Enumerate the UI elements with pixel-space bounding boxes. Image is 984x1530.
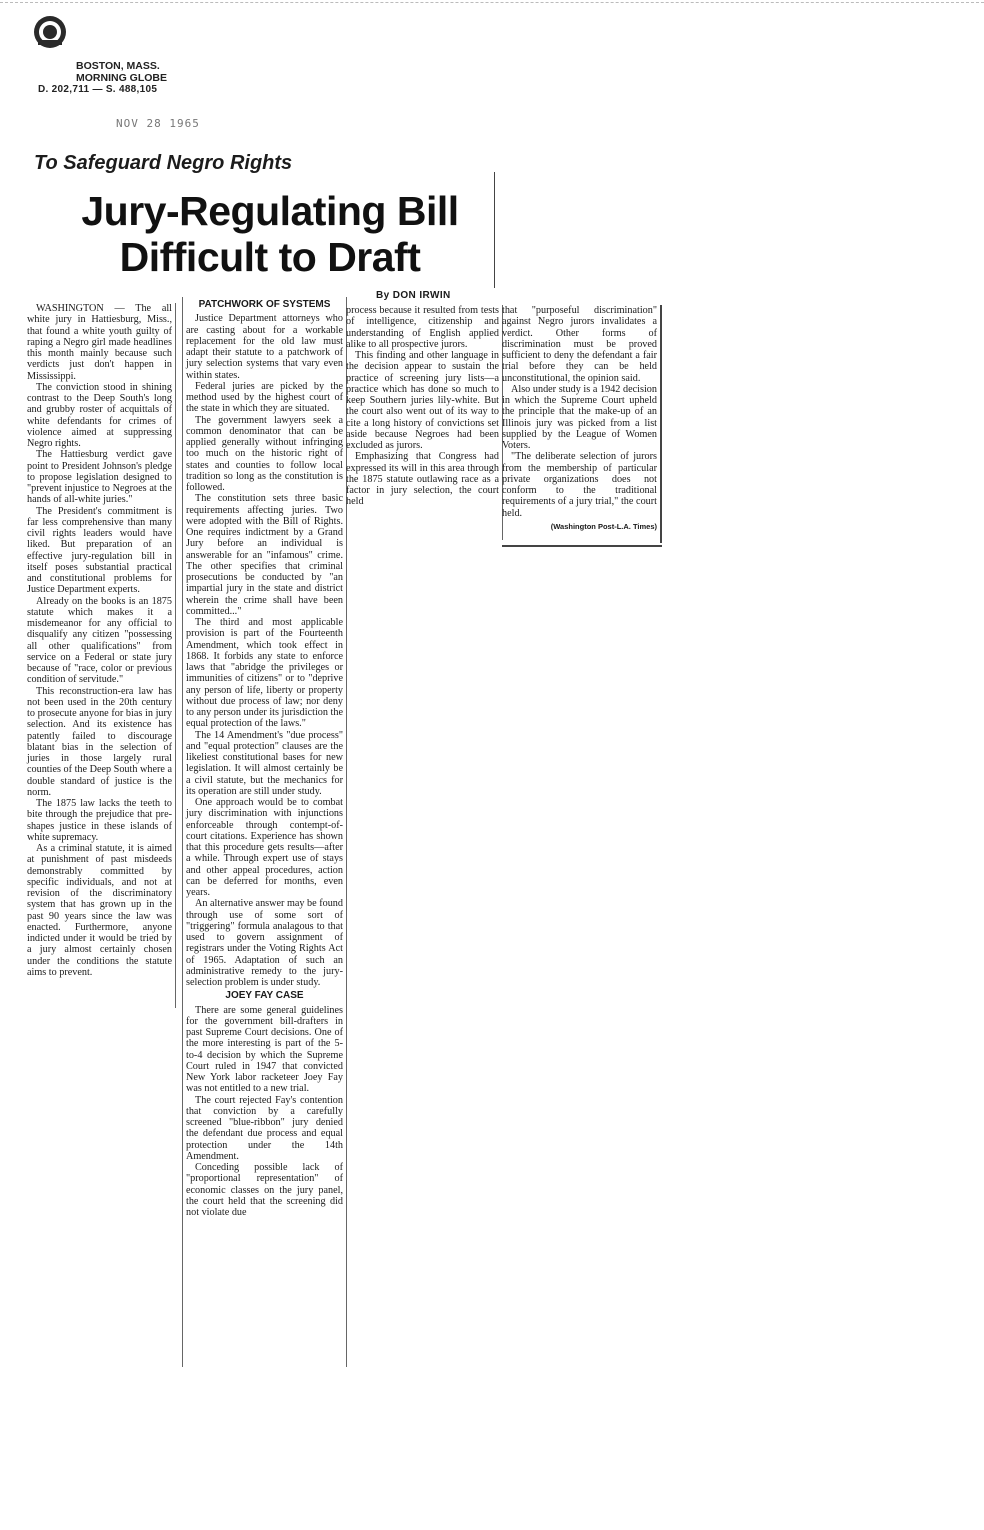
column-3 — [346, 305, 503, 540]
column-4 — [502, 305, 662, 543]
paragraph: process because it resulted from tests of intelligence, citizenship and understanding of English applied alike to all prospective jurors. — [346, 305, 499, 350]
paragraph: An alternative answer may be found through use of some sort of "triggering" formula analagous to that used to govern assignment of registrars under the Voting Rights Act of 1965. Adaptation of such an administrative remedy to the jury-selection problem is under study. — [186, 898, 343, 988]
paragraph: WASHINGTON — The all white jury in Hattiesburg, Miss., that found a white youth guilty of raping a Negro girl made headlines this month mainly because such verdicts just don't happen in Mississippi. — [27, 303, 172, 382]
paragraph: One approach would be to combat jury discrimination with injunctions enforceable through contempt-of-court citations. Experience has shown that this procedure gets results—after a while. Through expert use of stays and other appeal procedures, action can be deferred for months, even years. — [186, 797, 343, 898]
paragraph: The 14 Amendment's "due process" and "equal protection" clauses are the likeliest constitutional bases for new legislation. It will almost certainly be a civil statute, but the mechanics for its operation are still under study. — [186, 729, 343, 797]
headline-line-1: Jury-Regulating Bill — [81, 188, 459, 234]
paragraph: The President's commitment is far less comprehensive than many civil rights leaders would have liked. But preparation of an effective jury-regulation bill in itself poses substantial practical and constitutional problems for Justice Department experts. — [27, 505, 172, 596]
masthead-city: BOSTON, MASS. — [76, 60, 160, 72]
paragraph: The government lawyers seek a common denominator that can be applied generally without infringing too much on the historic right of states and counties to follow local tradition so long as the constitution is followed. — [186, 414, 343, 493]
paragraph: Emphasizing that Congress had expressed its will in this area through the 1875 statute outlawing race as a factor in jury selection, the court held — [346, 451, 499, 508]
article-end-rule — [502, 545, 662, 547]
paragraph: As a criminal statute, it is aimed at punishment of past misdeeds demonstrably committed by specific individuals, and not at revision of the discriminatory system that has grown up in the past 90 years since the law was enacted. Furthermore, anyone indicted under it would be tried by a jury almost certainly chosen under the conditions the statute aims to prevent. — [27, 843, 172, 978]
paragraph: Conceding possible lack of "proportional representation" of economic classes on the jury panel, the court held that the screening did not violate due — [186, 1162, 343, 1218]
paragraph: This finding and other language in the decision appear to sustain the practice of screening jury lists—a practice which has done so much to keep Southern juries lily-white. But the court also went out of its way to cite a long history of convictions set aside because Negroes had been excluded as jurors. — [346, 350, 499, 451]
subhead-patchwork: PATCHWORK OF SYSTEMS — [198, 299, 331, 310]
paragraph: Federal juries are picked by the method used by the highest court of the state in which they are situated. — [186, 380, 343, 415]
paragraph: The third and most applicable provision is part of the Fourteenth Amendment, which took effect in 1868. It forbids any state to enforce laws that "abridge the privileges or immunities of citizens" or to "deprive any person of life, liberty or property without due process of law; nor deny to any person under its jurisdiction the equal protection of the laws." — [186, 617, 343, 730]
paragraph: Justice Department attorneys who are casting about for a workable replacement for the old law must adapt their statute to a patchwork of jury selection systems that vary even within states. — [186, 313, 343, 381]
paragraph: "The deliberate selection of jurors from the membership of particular private organizations does not conform to the traditional requirements of a jury trial," the court held. — [502, 451, 657, 519]
headline-rule — [494, 172, 495, 288]
wire-credit: (Washington Post-L.A. Times) — [550, 521, 657, 531]
newspaper-masthead — [76, 60, 167, 84]
top-dashed-border — [0, 2, 984, 3]
paragraph: The court rejected Fay's contention that conviction by a carefully screened "blue-ribbon" jury denied the defendant due process and equal protection under the 14th Amendment. — [186, 1094, 343, 1162]
paragraph: This reconstruction-era law has not been used in the 20th century to prosecute anyone for bias in jury selection. And its existence has patently failed to discourage blatant bias in the selection of juries in those largely rural counties of the Deep South where a double standard of justice is the norm. — [27, 685, 172, 798]
newspaper-seal-icon — [32, 14, 68, 50]
paragraph: Already on the books is an 1875 statute which makes it a misdemeanor for any official to disqualify any citizen "possessing all other qualifications" from service on a Federal or state jury because of "race, color or previous condition of servitude." — [27, 595, 172, 686]
paragraph: There are some general guidelines for the government bill-drafters in past Supreme Court decisions. One of the more interesting is part of the 5-to-4 decision by which the Supreme Court ruled in 1947 that convicted New York labor racketeer Joey Fay was not entitled to a new trial. — [186, 1004, 343, 1095]
subhead-joey-fay: JOEY FAY CASE — [225, 990, 304, 1002]
paragraph: The Hattiesburg verdict gave point to President Johnson's pledge to propose legislation designed to "prevent injustice to Negroes at the hands of all-white juries." — [27, 449, 172, 506]
date-stamp: NOV 28 1965 — [116, 117, 200, 130]
circulation-line: D. 202,711 — S. 488,105 — [38, 84, 158, 95]
masthead-paper: MORNING GLOBE — [76, 72, 167, 84]
column-2 — [182, 297, 347, 1367]
paragraph: The 1875 law lacks the teeth to bite through the prejudice that pre-shapes justice in these islands of white supremacy. — [27, 798, 172, 843]
byline: By DON IRWIN — [376, 290, 451, 301]
paragraph: Also under study is a 1942 decision in which the Supreme Court upheld the principle that the make-up of an Illinois jury was picked from a list supplied by the League of Women Voters. — [502, 383, 657, 451]
paragraph: The constitution sets three basic requirements affecting juries. Two were adopted with the Bill of Rights. One requires indictment by a Grand Jury before an individual is answerable for an "infamous" crime. The other specifies that criminal prosecutions be conducted by "an impartial jury in the state and district wherein the crime shall have been committed..." — [186, 493, 343, 617]
article-kicker: To Safeguard Negro Rights — [34, 152, 293, 174]
article-headline — [40, 188, 500, 280]
column-1 — [27, 303, 176, 1008]
headline-line-2: Difficult to Draft — [119, 234, 421, 280]
paragraph: The conviction stood in shining contrast to the Deep South's long and grubby roster of acquittals of white defendants for crimes of violence aimed at suppressing Negro rights. — [27, 381, 172, 449]
paragraph: that "purposeful discrimination" against Negro jurors invalidates a verdict. Other forms of discrimination must be proved sufficient to deny the defendant a fair trial before they can be held unconstitutional, the opinion said. — [502, 305, 657, 384]
